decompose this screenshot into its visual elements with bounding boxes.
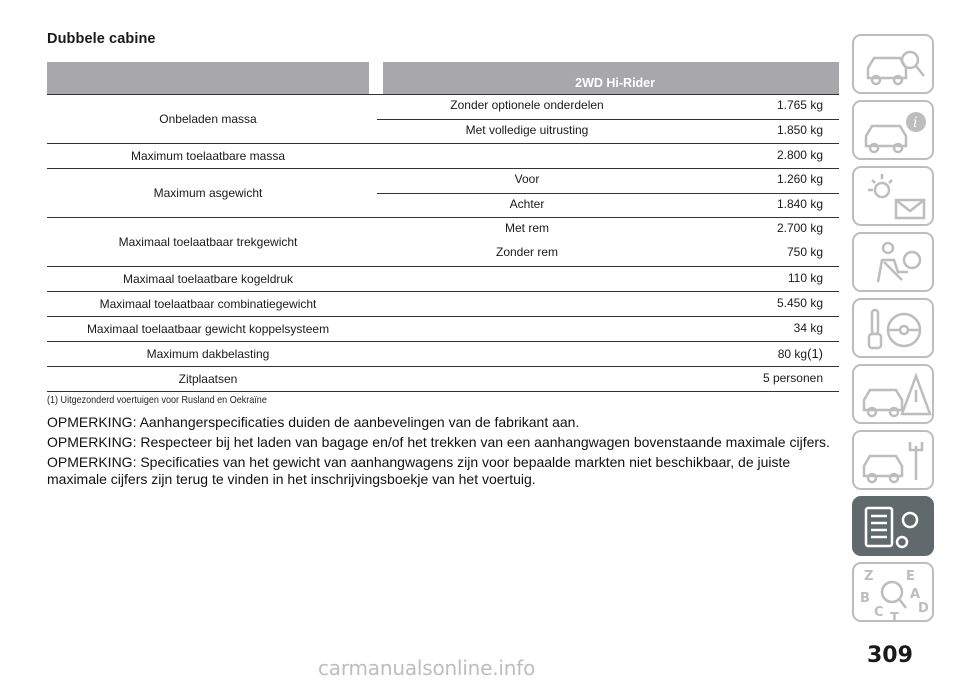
tab-safety[interactable] [852, 232, 934, 292]
sub-row-label: Zonder optionele onderdelen [450, 98, 604, 112]
row-label: Maximum asgewicht [153, 186, 263, 200]
svg-text:T: T [890, 611, 899, 624]
car-info-icon [854, 102, 936, 162]
sub-row [377, 169, 839, 193]
svg-text:C: C [874, 605, 884, 620]
row-label: Onbeladen massa [159, 112, 257, 126]
car-breakdown-warning-icon [854, 366, 936, 426]
row-label: Maximaal toelaatbare kogeldruk [122, 272, 294, 286]
section-title: Dubbele cabine [47, 31, 156, 47]
sub-row-label: Met rem [504, 221, 549, 235]
sub-row-value: 1.840 kg [776, 197, 823, 211]
row-label: Maximum toelaatbare massa [130, 149, 286, 163]
table-row [47, 266, 839, 291]
sub-row-label: Met volledige uitrusting [465, 123, 589, 137]
row-value: 34 kg [793, 321, 823, 335]
sub-row [377, 95, 839, 119]
row-label: Maximaal toelaatbaar trekgewicht [118, 235, 298, 249]
row-value: 2.800 kg [776, 148, 823, 162]
sub-row-value: 1.850 kg [776, 123, 823, 137]
svg-text:Z: Z [864, 569, 874, 584]
sub-row-label: Voor [514, 172, 540, 186]
tab-starting-driving[interactable] [852, 298, 934, 358]
tab-technical-data[interactable] [852, 496, 934, 556]
car-magnifier-icon [854, 36, 936, 96]
row-label: Maximaal toelaatbaar combinatiegewicht [99, 297, 317, 311]
table-row [47, 341, 839, 366]
sub-row-value: 2.700 kg [776, 221, 823, 235]
key-steering-wheel-icon [854, 300, 936, 360]
table-row [47, 168, 839, 217]
svg-text:A: A [910, 587, 921, 602]
sub-row [377, 119, 839, 144]
row-label: Zitplaatsen [178, 372, 238, 386]
warning-light-envelope-icon [854, 168, 936, 228]
page-number: 309 [867, 643, 913, 668]
tab-warning-lights[interactable] [852, 166, 934, 226]
table-row [47, 366, 839, 392]
sub-row [377, 242, 839, 266]
header-blank-cell [47, 62, 369, 94]
sub-row-value: 1.765 kg [776, 98, 823, 112]
table-row [47, 143, 839, 168]
footnote-mark: (1) [807, 346, 823, 361]
table-row [47, 291, 839, 316]
alphabetical-index-icon [854, 564, 936, 624]
table-row [47, 217, 839, 266]
sub-row-label: Zonder rem [495, 245, 559, 259]
technical-data-icon [854, 498, 936, 558]
table-row [47, 316, 839, 341]
header-variant-label: 2WD Hi-Rider [575, 76, 655, 90]
sub-row [377, 193, 839, 218]
svg-text:D: D [918, 601, 929, 616]
tab-index[interactable] [852, 562, 934, 622]
note-paragraph: OPMERKING: Specificaties van het gewicht van aanhangwagens zijn voor bepaalde markten niet beschikbaar, de juiste maximale cijfers zijn terug te vinden in het inschrijvingsboekje van het voertuig. [47, 454, 791, 487]
tab-maintenance[interactable] [852, 430, 934, 490]
row-value: 5.450 kg [776, 296, 823, 310]
tab-car-info[interactable] [852, 100, 934, 160]
svg-text:E: E [906, 569, 915, 584]
row-label: Maximum dakbelasting [146, 347, 270, 361]
car-wrench-icon [854, 432, 936, 492]
row-value: 80 kg [777, 347, 808, 361]
row-value: 110 kg [787, 271, 823, 285]
sub-row-value: 750 kg [786, 245, 823, 259]
note-paragraph: OPMERKING: Respecteer bij het laden van bagage en/of het trekken van een aanhangwagen bovenstaande maximale cijfers. [47, 434, 830, 450]
note-paragraph: OPMERKING: Aanhangerspecificaties duiden de aanbevelingen van de fabrikant aan. [47, 414, 580, 430]
sub-row-value: 1.260 kg [776, 172, 823, 186]
sub-row [377, 218, 839, 242]
tab-car-magnifier[interactable] [852, 34, 934, 94]
row-value: 5 personen [762, 371, 823, 385]
sub-row-label: Achter [509, 197, 545, 211]
table-footnote: (1) Uitgezonderd voertuigen voor Rusland en Oekraïne [47, 394, 267, 406]
svg-text:i: i [913, 115, 918, 131]
table-header [47, 62, 839, 94]
row-label: Maximaal toelaatbaar gewicht koppelsysteem [86, 322, 330, 336]
tab-emergency[interactable] [852, 364, 934, 424]
watermark: carmanualsonline.info [318, 656, 536, 680]
table-row [47, 94, 839, 143]
svg-text:B: B [860, 591, 870, 606]
specifications-table [47, 62, 839, 392]
seat-airbag-icon [854, 234, 936, 294]
